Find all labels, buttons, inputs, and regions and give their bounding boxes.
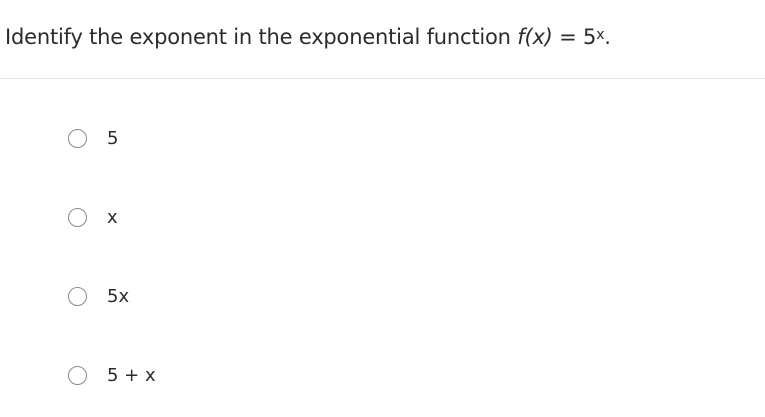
- choice-label: 5 + x: [107, 364, 156, 386]
- choice-option[interactable]: [68, 283, 129, 309]
- radio-button[interactable]: [68, 208, 87, 227]
- choice-option[interactable]: [68, 125, 118, 151]
- radio-button[interactable]: [68, 366, 87, 385]
- choice-option[interactable]: [68, 204, 118, 230]
- choice-option[interactable]: [68, 362, 156, 388]
- choice-label: x: [107, 206, 118, 228]
- choice-label: 5x: [107, 285, 130, 307]
- function-exponent: x: [596, 27, 605, 43]
- choice-label: 5: [107, 127, 119, 149]
- question-prefix: Identify the exponent in the exponential function: [5, 25, 518, 49]
- radio-button[interactable]: [68, 129, 87, 148]
- function-equals: = 5: [552, 25, 597, 49]
- function-name: f(x): [517, 25, 553, 49]
- radio-button[interactable]: [68, 287, 87, 306]
- question-suffix: .: [604, 25, 611, 49]
